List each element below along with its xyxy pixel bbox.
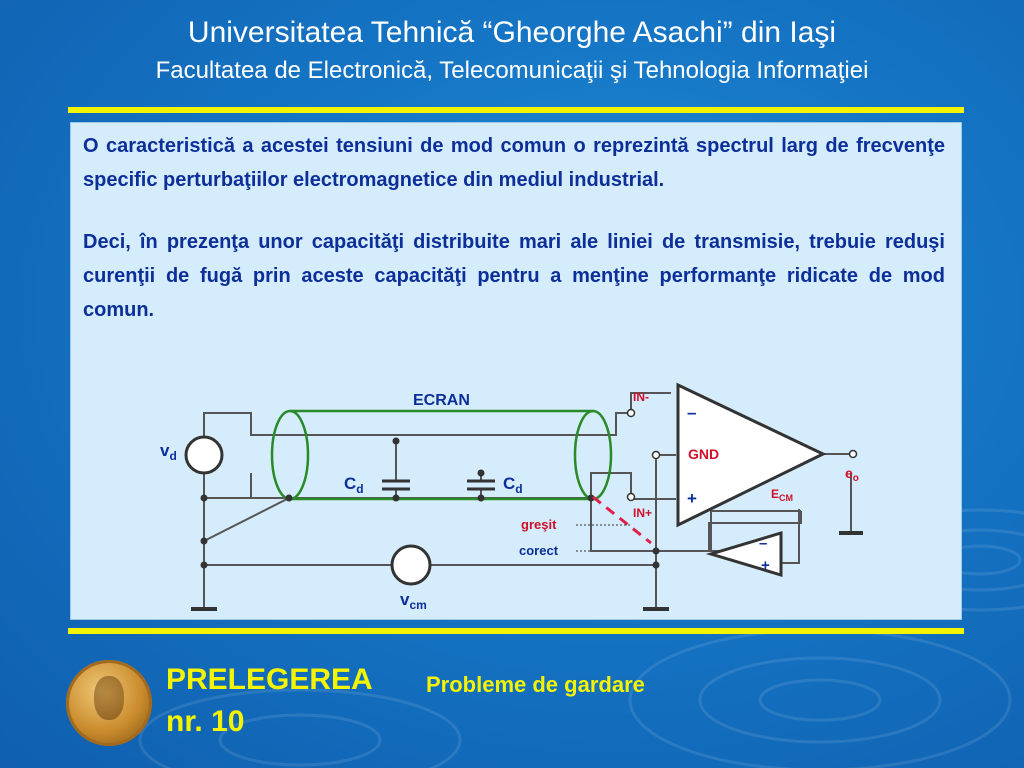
in-minus-label: IN- xyxy=(633,390,649,404)
opamp-plus: + xyxy=(687,489,697,508)
lecture-topic: Probleme de gardare xyxy=(426,672,645,697)
bottom-divider xyxy=(68,628,964,634)
vd-label: v xyxy=(160,441,170,460)
correct-label: corect xyxy=(519,543,559,558)
eo-subscript: o xyxy=(852,473,859,484)
cd-subscript-1: d xyxy=(356,482,364,496)
svg-text:Cd xyxy=(503,474,523,496)
svg-text:vcm xyxy=(400,590,427,612)
paragraph-1: O caracteristică a acestei tensiuni de mod comun o reprezintă spectrul larg de frecvenţe specific perturbaţiilor electromagnetice din mediul industrial. xyxy=(83,135,945,191)
svg-text:ECM xyxy=(771,487,793,503)
svg-text:Cd xyxy=(344,474,364,496)
vcm-label: v xyxy=(400,590,410,609)
guard-buffer-amplifier xyxy=(711,533,781,575)
in-plus-label: IN+ xyxy=(633,506,653,520)
cd-label-1: C xyxy=(344,474,357,493)
shield-label: ECRAN xyxy=(413,392,470,409)
ecm-label: E xyxy=(771,487,780,501)
faculty-title: Facultatea de Electronică, Telecomunicaţii şi Tehnologia Informaţiei xyxy=(155,57,869,84)
cd-label-2: C xyxy=(503,474,516,493)
ecm-subscript: CM xyxy=(779,493,794,503)
svg-text:vd xyxy=(160,441,177,463)
svg-text:eo xyxy=(845,465,859,484)
wrong-label: greşit xyxy=(521,517,557,532)
gnd-label: GND xyxy=(688,446,720,462)
buffer-minus: – xyxy=(759,535,768,552)
eo-label: e xyxy=(845,465,853,481)
lecture-title: PRELEGEREA xyxy=(166,663,373,696)
vd-source xyxy=(186,437,222,473)
content-panel xyxy=(70,122,962,620)
vcm-source xyxy=(392,546,430,584)
lecture-number: nr. 10 xyxy=(166,705,245,738)
opamp-minus: – xyxy=(687,403,697,422)
vd-subscript: d xyxy=(169,449,177,463)
vcm-subscript: cm xyxy=(409,598,427,612)
buffer-plus: + xyxy=(761,557,770,574)
top-divider xyxy=(68,107,964,113)
paragraph-2: Deci, în prezenţa unor capacităţi distribuite mari ale liniei de transmisie, trebuie reduşi curenţii de fugă prin aceste capacităţi pentru a menţine performanţe ridicate de mod comun. xyxy=(83,231,945,321)
university-title: Universitatea Tehnică “Gheorghe Asachi” din Iaşi xyxy=(187,16,837,49)
circuit-diagram xyxy=(71,123,963,621)
medal-portrait-icon xyxy=(66,660,152,746)
cd-subscript-2: d xyxy=(515,482,523,496)
